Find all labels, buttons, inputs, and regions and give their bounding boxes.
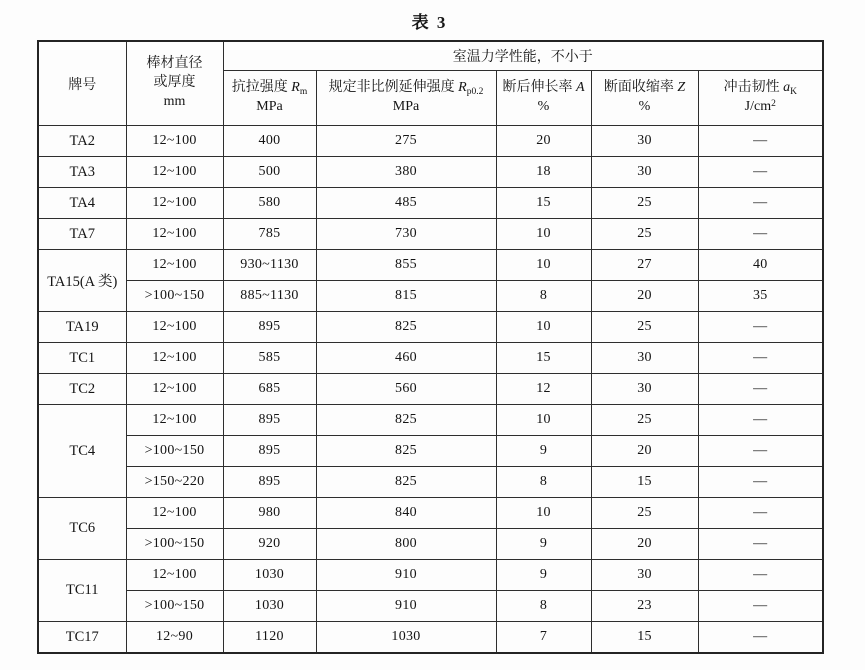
value-cell: 1120 xyxy=(223,622,316,654)
value-cell: 10 xyxy=(496,498,591,529)
value-cell: 12~100 xyxy=(126,405,223,436)
column-unit: MPa xyxy=(392,99,420,115)
value-cell: 885~1130 xyxy=(223,281,316,312)
grade-cell: TA15(A 类) xyxy=(38,250,126,312)
value-cell: 30 xyxy=(591,157,698,188)
value-cell: 895 xyxy=(223,312,316,343)
value-cell: 400 xyxy=(223,126,316,157)
value-cell: 23 xyxy=(591,591,698,622)
header-diameter-unit: mm xyxy=(163,93,186,109)
column-unit: % xyxy=(638,99,651,114)
value-cell: 20 xyxy=(591,529,698,560)
value-cell: 840 xyxy=(316,498,496,529)
value-cell: 275 xyxy=(316,126,496,157)
value-cell: 7 xyxy=(496,622,591,654)
value-cell: 12~100 xyxy=(126,560,223,591)
column-label: 断面收缩率 xyxy=(603,80,678,96)
value-cell: — xyxy=(698,529,823,560)
table-row xyxy=(38,374,823,405)
value-cell: 15 xyxy=(496,343,591,374)
value-cell: 12~100 xyxy=(126,312,223,343)
value-cell: 10 xyxy=(496,405,591,436)
table-row xyxy=(38,188,823,219)
table-row xyxy=(38,219,823,250)
grade-cell: TA2 xyxy=(38,126,126,157)
value-cell: 10 xyxy=(496,250,591,281)
header-column-3 xyxy=(496,71,591,126)
table-row xyxy=(38,405,823,436)
table-row xyxy=(38,529,823,560)
value-cell: 980 xyxy=(223,498,316,529)
value-cell: 30 xyxy=(591,126,698,157)
value-cell: — xyxy=(698,343,823,374)
header-diameter-line1: 棒材直径 xyxy=(146,56,203,72)
value-cell: 25 xyxy=(591,405,698,436)
column-symbol: R xyxy=(458,79,467,95)
mechanical-properties-table xyxy=(37,40,824,654)
value-cell: 1030 xyxy=(316,622,496,654)
grade-cell: TA4 xyxy=(38,188,126,219)
column-unit: MPa xyxy=(256,99,283,115)
column-symbol: A xyxy=(575,80,585,96)
column-symbol-subscript: K xyxy=(790,86,797,97)
value-cell: 20 xyxy=(496,126,591,157)
table-row xyxy=(38,343,823,374)
value-cell: 8 xyxy=(496,467,591,498)
value-cell: 685 xyxy=(223,374,316,405)
value-cell: 895 xyxy=(223,467,316,498)
value-cell: 500 xyxy=(223,157,316,188)
value-cell: — xyxy=(698,436,823,467)
value-cell: 910 xyxy=(316,591,496,622)
column-label: 冲击韧性 xyxy=(723,79,784,95)
value-cell: 580 xyxy=(223,188,316,219)
grade-cell: TC1 xyxy=(38,343,126,374)
value-cell: 30 xyxy=(591,343,698,374)
value-cell: — xyxy=(698,157,823,188)
value-cell: 9 xyxy=(496,436,591,467)
header-diameter-line2: 或厚度 xyxy=(153,75,196,91)
column-symbol-subscript: p0.2 xyxy=(466,86,484,97)
value-cell: 9 xyxy=(496,560,591,591)
table-row xyxy=(38,436,823,467)
header-column-2 xyxy=(316,71,496,126)
header-column-1 xyxy=(223,71,316,126)
column-unit: J/cm xyxy=(744,99,772,115)
value-cell: — xyxy=(698,560,823,591)
value-cell: 35 xyxy=(698,281,823,312)
value-cell: 12~100 xyxy=(126,343,223,374)
value-cell: 30 xyxy=(591,560,698,591)
value-cell: 25 xyxy=(591,312,698,343)
column-symbol: Z xyxy=(677,80,686,96)
grade-cell: TC2 xyxy=(38,374,126,405)
value-cell: 560 xyxy=(316,374,496,405)
column-symbol: a xyxy=(783,79,791,95)
value-cell: 825 xyxy=(316,312,496,343)
grade-cell: TC11 xyxy=(38,560,126,622)
value-cell: >100~150 xyxy=(126,591,223,622)
value-cell: 800 xyxy=(316,529,496,560)
value-cell: 12~100 xyxy=(126,157,223,188)
value-cell: 895 xyxy=(223,436,316,467)
column-symbol-subscript: m xyxy=(299,86,308,97)
value-cell: 25 xyxy=(591,219,698,250)
grade-cell: TC6 xyxy=(38,498,126,560)
value-cell: 15 xyxy=(591,622,698,654)
column-unit: % xyxy=(537,99,550,114)
table-title: 表 3 xyxy=(411,13,448,32)
value-cell: >100~150 xyxy=(126,529,223,560)
value-cell: 825 xyxy=(316,405,496,436)
table-row xyxy=(38,498,823,529)
value-cell: 9 xyxy=(496,529,591,560)
value-cell: 460 xyxy=(316,343,496,374)
value-cell: 25 xyxy=(591,498,698,529)
table-row xyxy=(38,157,823,188)
value-cell: 12 xyxy=(496,374,591,405)
value-cell: 20 xyxy=(591,436,698,467)
value-cell: 910 xyxy=(316,560,496,591)
value-cell: — xyxy=(698,467,823,498)
value-cell: — xyxy=(698,312,823,343)
grade-cell: TC4 xyxy=(38,405,126,498)
value-cell: 12~100 xyxy=(126,250,223,281)
value-cell: 1030 xyxy=(223,591,316,622)
value-cell: 825 xyxy=(316,436,496,467)
value-cell: 12~100 xyxy=(126,374,223,405)
value-cell: 8 xyxy=(496,281,591,312)
value-cell: 920 xyxy=(223,529,316,560)
value-cell: 12~100 xyxy=(126,126,223,157)
value-cell: 12~100 xyxy=(126,188,223,219)
column-label: 规定非比例延伸强度 xyxy=(328,79,459,95)
value-cell: — xyxy=(698,622,823,654)
value-cell: >100~150 xyxy=(126,436,223,467)
grade-cell: TA7 xyxy=(38,219,126,250)
value-cell: 825 xyxy=(316,467,496,498)
table-row xyxy=(38,312,823,343)
value-cell: 730 xyxy=(316,219,496,250)
value-cell: 8 xyxy=(496,591,591,622)
table-row xyxy=(38,467,823,498)
value-cell: 15 xyxy=(591,467,698,498)
value-cell: 380 xyxy=(316,157,496,188)
value-cell: 585 xyxy=(223,343,316,374)
table-row xyxy=(38,126,823,157)
value-cell: 12~100 xyxy=(126,219,223,250)
value-cell: — xyxy=(698,188,823,219)
header-diameter xyxy=(126,41,223,126)
value-cell: 895 xyxy=(223,405,316,436)
value-cell: 40 xyxy=(698,250,823,281)
value-cell: 18 xyxy=(496,157,591,188)
value-cell: — xyxy=(698,405,823,436)
column-unit-superscript: 2 xyxy=(771,99,776,110)
value-cell: — xyxy=(698,219,823,250)
header-grade: 牌号 xyxy=(38,41,126,126)
table-row xyxy=(38,591,823,622)
value-cell: 1030 xyxy=(223,560,316,591)
grade-cell: TC17 xyxy=(38,622,126,654)
column-symbol: R xyxy=(291,79,300,95)
value-cell: 12~100 xyxy=(126,498,223,529)
table-row xyxy=(38,622,823,654)
value-cell: 27 xyxy=(591,250,698,281)
value-cell: >150~220 xyxy=(126,467,223,498)
value-cell: 855 xyxy=(316,250,496,281)
value-cell: 815 xyxy=(316,281,496,312)
value-cell: 485 xyxy=(316,188,496,219)
table-row xyxy=(38,560,823,591)
value-cell: 785 xyxy=(223,219,316,250)
value-cell: >100~150 xyxy=(126,281,223,312)
header-column-4 xyxy=(591,71,698,126)
value-cell: 15 xyxy=(496,188,591,219)
value-cell: 12~90 xyxy=(126,622,223,654)
grade-cell: TA3 xyxy=(38,157,126,188)
value-cell: — xyxy=(698,498,823,529)
value-cell: 10 xyxy=(496,312,591,343)
value-cell: 25 xyxy=(591,188,698,219)
value-cell: — xyxy=(698,591,823,622)
column-label: 断后伸长率 xyxy=(502,80,576,96)
value-cell: 20 xyxy=(591,281,698,312)
table-row xyxy=(38,281,823,312)
table-row xyxy=(38,250,823,281)
column-label: 抗拉强度 xyxy=(231,79,292,95)
value-cell: 30 xyxy=(591,374,698,405)
value-cell: 10 xyxy=(496,219,591,250)
value-cell: — xyxy=(698,126,823,157)
header-column-5 xyxy=(698,71,823,126)
value-cell: — xyxy=(698,374,823,405)
grade-cell: TA19 xyxy=(38,312,126,343)
value-cell: 930~1130 xyxy=(223,250,316,281)
header-group-room-temp: 室温力学性能，不小于 xyxy=(223,41,823,71)
